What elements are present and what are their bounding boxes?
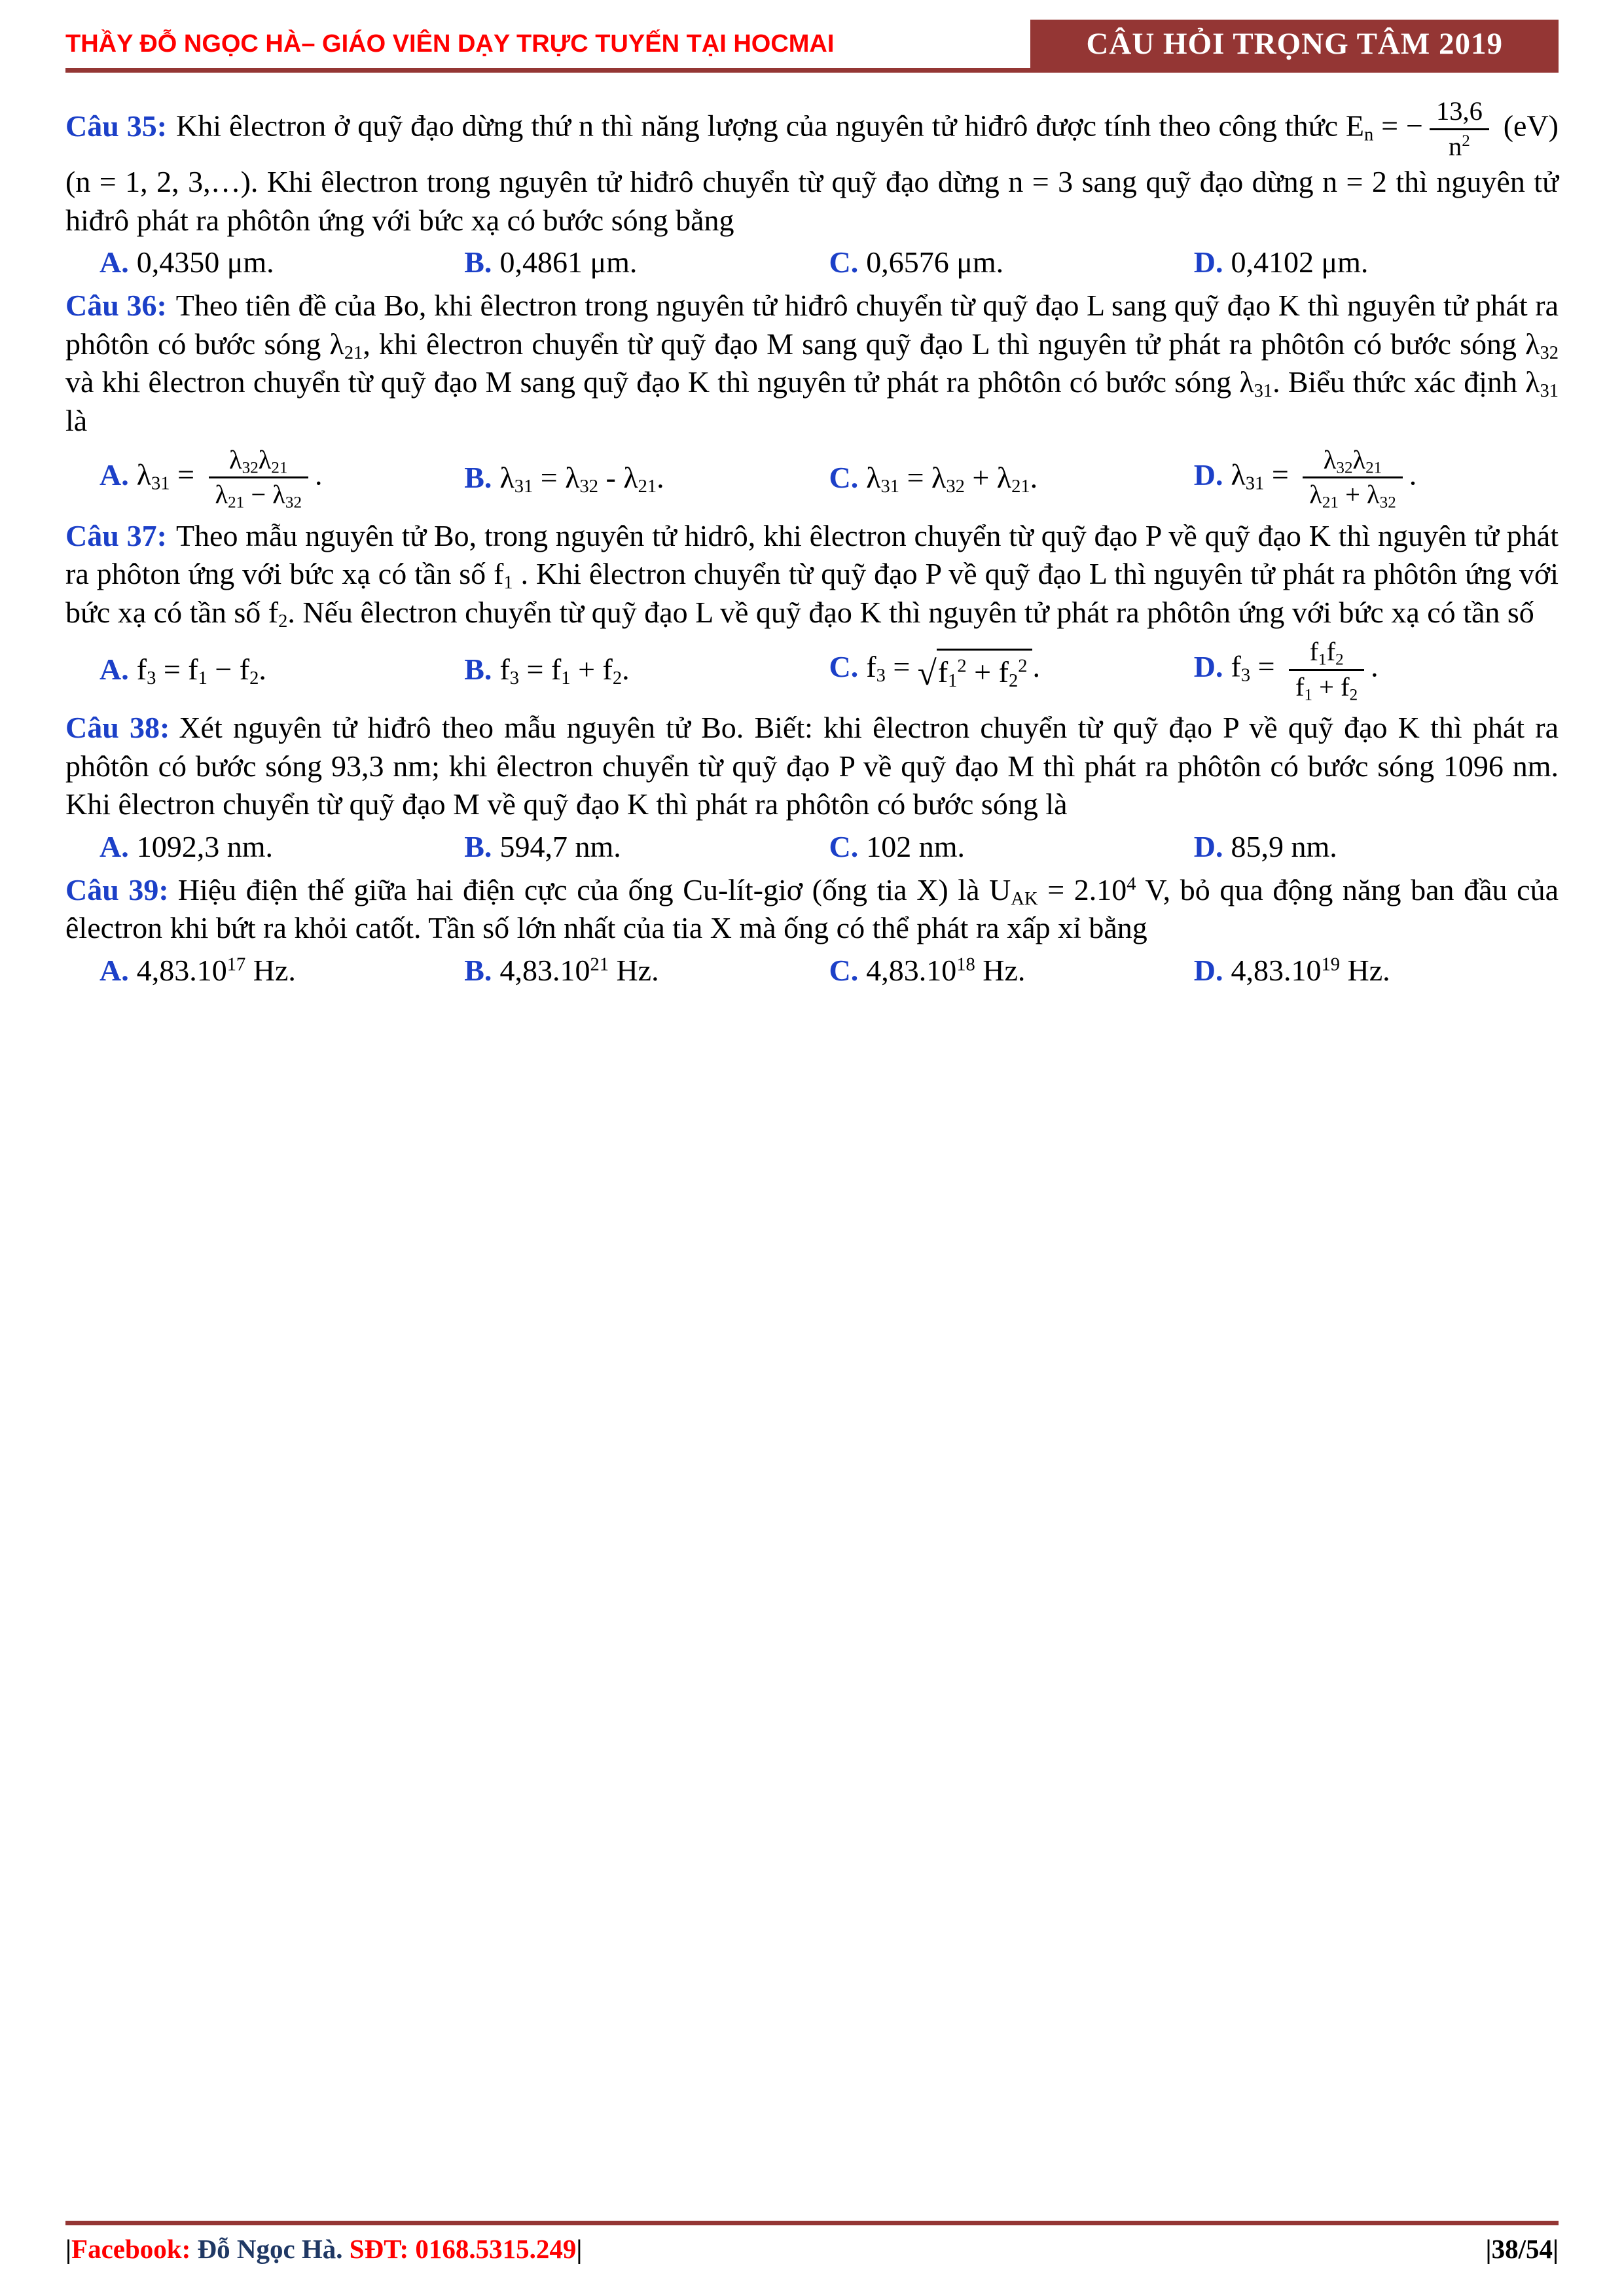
option-letter: C. xyxy=(829,245,859,279)
option-D: D. $\lambda_{31}$ = $\frac{\lambda_{32}\lambda_{21}}{\lambda_{21} + \lambda_{32}}$ . xyxy=(1193,444,1417,512)
superscript: 21 xyxy=(590,954,609,975)
subscript: 32 xyxy=(285,493,302,512)
subscript: 2 xyxy=(612,668,623,689)
subscript: 2 xyxy=(278,611,288,632)
fraction-numerator: $\lambda_{32}\lambda_{21}$ xyxy=(1303,445,1402,479)
footer-teacher-name: Đỗ Ngọc Hà. xyxy=(197,2234,350,2264)
question-text: Câu 37: Theo mẫu nguyên tử Bo, trong nguyên tử hidrô, khi êlectron chuyển từ quỹ đạo P về quỹ đạo K thì nguyên tử phát ra phôton ứng với bức xạ có tần số $f_1$ . Khi êlectron chuyển từ quỹ đạo P về quỹ đạo L thì nguyên tử phát ra phôtôn ứng với bức xạ có tần số $f_2$. Nếu êlectron chuyển từ quỹ đạo L về quỹ đạo K thì nguyên tử phát ra phôtôn ứng với bức xạ có tần số xyxy=(65,519,1559,632)
footer-contact xyxy=(65,2233,582,2265)
option-C: C. $\lambda_{31} = \lambda_{32} + \lambda_{21}$. xyxy=(829,460,1038,497)
footer-phone: SĐT: 0168.5315.249 xyxy=(349,2234,577,2264)
subscript: 32 xyxy=(1379,493,1396,512)
subscript: 3 xyxy=(509,668,520,689)
option-letter: B. xyxy=(464,460,492,494)
option-D: D. $f_3$ = $\frac{f_1f_2}{f_1 + f_2}$ . xyxy=(1193,637,1379,704)
subscript: 31 xyxy=(1245,473,1265,494)
question-38 xyxy=(65,709,1559,866)
fraction-denominator: $n^2$ xyxy=(1449,131,1470,161)
subscript: 1 xyxy=(198,668,208,689)
question-text: Câu 39: Hiệu điện thế giữa hai điện cực của ống Cu-lít-giơ (ống tia X) là $U_{AK} = 2.10^4$ V, bỏ qua động năng ban đầu của êlectron khi bứt ra khỏi catốt. Tần số lớn nhất của tia X mà ống có thể phát ra xấp xỉ bằng xyxy=(65,872,1559,945)
header-teacher-line xyxy=(65,20,834,68)
fraction xyxy=(1303,445,1402,511)
options-row xyxy=(65,952,1559,990)
option-B: B. 594,7 nm. xyxy=(464,829,621,863)
subscript: 31 xyxy=(880,476,900,497)
question-label: Câu 36: xyxy=(65,289,167,323)
options-row xyxy=(65,243,1559,281)
fraction-numerator: $f_1f_2$ xyxy=(1289,637,1364,671)
subscript: 1 xyxy=(948,671,958,692)
subscript: 1 xyxy=(561,668,571,689)
superscript: 17 xyxy=(226,954,246,975)
option-B: B. 4,83.10$^{21}$ Hz. xyxy=(464,953,659,987)
fraction xyxy=(1289,637,1364,702)
option-letter: D. xyxy=(1193,245,1223,279)
footer-bar-right: | xyxy=(576,2234,583,2264)
subscript: 1 xyxy=(503,573,513,594)
subscript: 31 xyxy=(1540,381,1559,402)
subscript: 31 xyxy=(1254,381,1273,402)
subscript: n xyxy=(1364,124,1374,145)
option-B: B. $f_3 = f_1 + f_2$. xyxy=(464,653,630,689)
option-D: D. 85,9 nm. xyxy=(1193,829,1337,863)
subscript: 3 xyxy=(876,666,886,687)
option-A: A. $\lambda_{31}$ = $\frac{\lambda_{32}\lambda_{21}}{\lambda_{21} - \lambda_{32}}$ . xyxy=(99,444,323,512)
fraction xyxy=(1430,96,1489,162)
option-A: A. 4,83.10$^{17}$ Hz. xyxy=(99,953,296,987)
subscript: 32 xyxy=(579,476,599,497)
option-letter: B. xyxy=(464,829,492,863)
subscript: AK xyxy=(1011,889,1038,910)
option-letter: C. xyxy=(829,829,859,863)
question-36 xyxy=(65,287,1559,512)
option-letter: A. xyxy=(99,953,129,987)
teacher-subtitle: – GIÁO VIÊN DẠY TRỰC TUYẾN TẠI HOCMAI xyxy=(301,29,835,58)
subscript: 31 xyxy=(151,473,170,494)
option-C: C. 4,83.10$^{18}$ Hz. xyxy=(829,953,1026,987)
subscript: 2 xyxy=(249,668,259,689)
subscript: 21 xyxy=(271,459,288,477)
options-row xyxy=(65,636,1559,704)
fraction-denominator: $\lambda_{21} - \lambda_{32}$ xyxy=(215,480,302,512)
option-letter: A. xyxy=(99,245,129,279)
teacher-name: THẦY ĐỖ NGỌC HÀ xyxy=(65,29,302,58)
options-row xyxy=(65,444,1559,512)
option-D: D. 0,4102 μm. xyxy=(1193,245,1369,279)
header-badge: CÂU HỎI TRỌNG TÂM 2019 xyxy=(1030,20,1559,68)
subscript: 2 xyxy=(1008,671,1019,692)
question-35 xyxy=(65,95,1559,281)
superscript: 18 xyxy=(956,954,975,975)
subscript: 21 xyxy=(638,476,657,497)
fraction-numerator: 13,6 xyxy=(1430,96,1489,130)
subscript: 3 xyxy=(147,668,156,689)
subscript: 21 xyxy=(344,342,363,363)
subscript: 2 xyxy=(1335,651,1344,669)
option-A: A. 1092,3 nm. xyxy=(99,829,274,863)
subscript: 21 xyxy=(1322,493,1339,512)
subscript: 2 xyxy=(1349,686,1358,704)
superscript: 2 xyxy=(1018,656,1028,677)
question-label: Câu 39: xyxy=(65,872,169,906)
subscript: 21 xyxy=(1011,476,1030,497)
questions xyxy=(65,95,1559,995)
question-text: Câu 36: Theo tiên đề của Bo, khi êlectron trong nguyên tử hiđrô chuyển từ quỹ đạo L sang quỹ đạo K thì nguyên tử phát ra phôtôn có bước sóng $\lambda_{21}$, khi êlectron chuyển từ quỹ đạo M sang quỹ đạo L thì nguyên tử phát ra phôtôn có bước sóng $\lambda_{32}$ và khi êlectron chuyển từ quỹ đạo M sang quỹ đạo K thì nguyên tử phát ra phôtôn có bước sóng $\lambda_{31}$. Biểu thức xác định $\lambda_{31}$ là xyxy=(65,289,1559,437)
option-C: C. 0,6576 μm. xyxy=(829,245,1004,279)
subscript: 32 xyxy=(1540,342,1559,363)
subscript: 31 xyxy=(514,476,533,497)
option-letter: A. xyxy=(99,829,129,863)
superscript: 2 xyxy=(1462,132,1470,150)
option-D: D. 4,83.10$^{19}$ Hz. xyxy=(1193,953,1390,987)
option-letter: C. xyxy=(829,650,859,684)
options-row xyxy=(65,828,1559,866)
subscript: 1 xyxy=(1304,686,1313,704)
option-letter: D. xyxy=(1193,829,1223,863)
subscript: 21 xyxy=(228,493,245,512)
option-letter: B. xyxy=(464,953,492,987)
question-text: Câu 38: Xét nguyên tử hiđrô theo mẫu nguyên tử Bo. Biết: khi êlectron chuyển từ quỹ đạo P về quỹ đạo K thì phát ra phôtôn có bước sóng 93,3 nm; khi êlectron chuyển từ quỹ đạo P về quỹ đạo M thì phát ra phôtôn có bước sóng 1096 nm. Khi êlectron chuyển từ quỹ đạo M về quỹ đạo K thì phát ra phôtôn có bước sóng là xyxy=(65,711,1559,821)
page-footer xyxy=(65,2221,1559,2265)
option-B: B. 0,4861 μm. xyxy=(464,245,638,279)
page-header xyxy=(65,20,1559,73)
option-letter: B. xyxy=(464,653,492,687)
subscript: 32 xyxy=(946,476,965,497)
question-39 xyxy=(65,871,1559,990)
option-letter: B. xyxy=(464,245,492,279)
option-B: B. $\lambda_{31} = \lambda_{32} - \lambda_{21}$. xyxy=(464,460,664,497)
question-label: Câu 37: xyxy=(65,519,167,553)
subscript: 32 xyxy=(242,459,259,477)
subscript: 3 xyxy=(1240,665,1251,686)
radicand: $f_1^2 + f_2^2$ xyxy=(937,649,1033,691)
option-C: C. 102 nm. xyxy=(829,829,965,863)
option-letter: D. xyxy=(1193,649,1223,683)
option-letter: A. xyxy=(99,457,129,492)
option-letter: C. xyxy=(829,460,859,494)
footer-facebook-label: Facebook: xyxy=(71,2234,198,2264)
question-label: Câu 38: xyxy=(65,711,170,745)
option-C: C. $f_3$ = √ $f_1^2 + f_2^2$ . xyxy=(829,648,1194,691)
fraction xyxy=(209,445,308,511)
question-label: Câu 35: xyxy=(65,109,168,143)
subscript: 32 xyxy=(1336,459,1353,477)
subscript: 21 xyxy=(1365,459,1382,477)
superscript: 19 xyxy=(1321,954,1340,975)
square-root xyxy=(918,649,1033,691)
fraction-denominator: $f_1 + f_2$ xyxy=(1295,672,1358,704)
question-text: Câu 35: Khi êlectron ở quỹ đạo dừng thứ n thì năng lượng của nguyên tử hiđrô được tính theo công thức $E_n$ = − $\frac{13,6}{n^2}$ (eV) (n = 1, 2, 3,…). Khi êlectron trong nguyên tử hiđrô chuyển từ quỹ đạo dừng n = 3 sang quỹ đạo dừng n = 2 thì nguyên tử hiđrô phát ra phôtôn ứng với bức xạ có bước sóng bằng xyxy=(65,96,1559,237)
option-A: A. 0,4350 μm. xyxy=(99,245,274,279)
fraction-denominator: $\lambda_{21} + \lambda_{32}$ xyxy=(1309,480,1396,512)
question-37 xyxy=(65,517,1559,704)
radical-sign: √ xyxy=(917,655,937,693)
page-number: |38/54| xyxy=(1485,2234,1559,2264)
option-letter: C. xyxy=(829,953,859,987)
footer-bar-left: | xyxy=(65,2234,72,2264)
subscript: 1 xyxy=(1318,651,1327,669)
fraction-numerator: $\lambda_{32}\lambda_{21}$ xyxy=(209,445,308,479)
superscript: 4 xyxy=(1127,874,1136,895)
option-letter: A. xyxy=(99,653,129,687)
superscript: 2 xyxy=(957,656,967,677)
option-A: A. $f_3 = f_1 - f_2$. xyxy=(99,653,266,689)
option-letter: D. xyxy=(1193,457,1223,492)
option-letter: D. xyxy=(1193,953,1223,987)
